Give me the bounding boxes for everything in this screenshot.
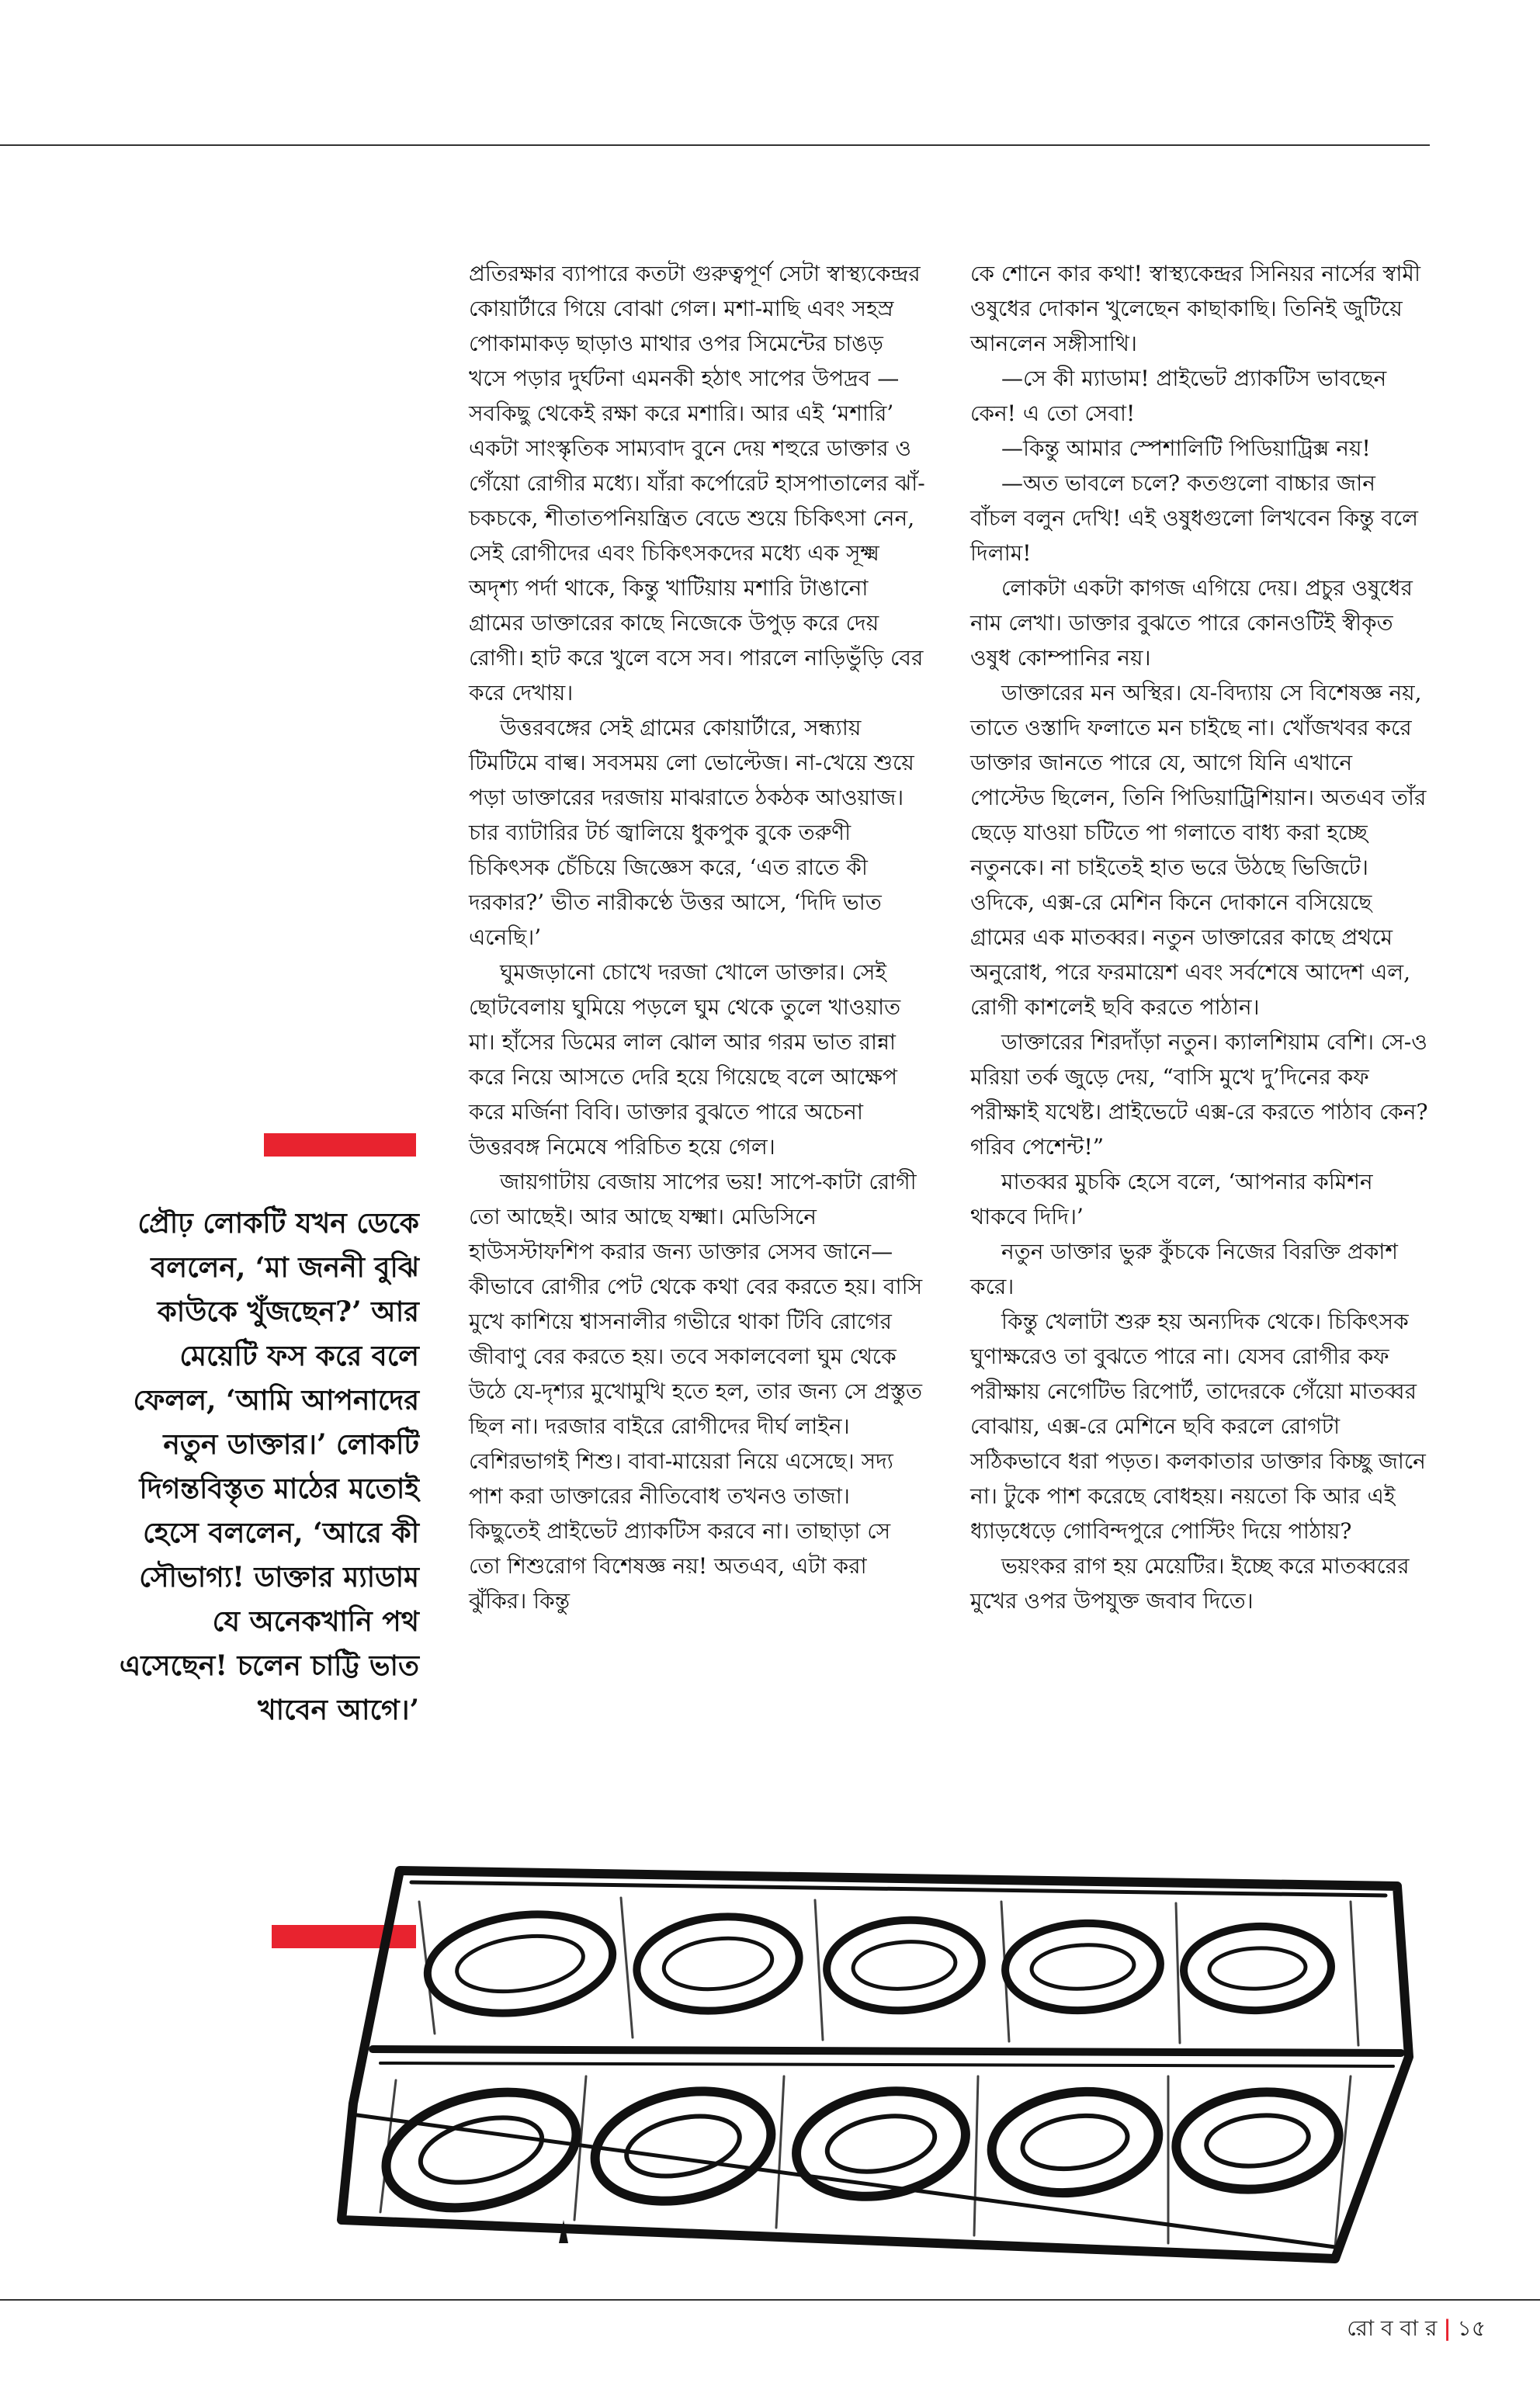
pull-quote: প্রৌঢ় লোকটি যখন ডেকে বললেন, ‘মা জননী বুঝি কাউকে খুঁজছেন?’ আর মেয়েটি ফস করে বলে ফেলল, ‘আমি আপনাদের নতুন ডাক্তার।’ লোকটি দিগন্তবিস্তৃত মাঠের মতোই হেসে বললেন, ‘আরে কী সৌভাগ্য! ডাক্তার ম্যাডাম যে অনেকখানি পথ এসেছেন! চলেন চাট্টি ভাত খাবেন আগে।’ [119,1207,419,1726]
article-column-one [469,256,927,1618]
paragraph: ভয়ংকর রাগ হয় মেয়েটির। ইচ্ছে করে মাতব্বরের মুখের ওপর উপযুক্ত জবাব দিতে। [970,1553,1410,1614]
paragraph: কিন্তু খেলাটা শুরু হয় অন্যদিক থেকে। চিকিৎসক ঘুণাক্ষরেও তা বুঝতে পারে না। যেসব রোগীর কফ পরীক্ষায় নেগেটিভ রিপোর্ট, তাদেরকে গেঁয়ো মাতব্বর বোঝায়, এক্স-রে মেশিনে ছবি করলে রোগটা সঠিকভাবে ধরা পড়ত। কলকাতার ডাক্তার কিচ্ছু জানে না। টুকে পাশ করেছে বোধহয়। নয়তো কি আর এই ধ্যাড়ধেড়ে গোবিন্দপুরে পোস্টিং দিয়ে পাঠায়? [970,1309,1426,1544]
bottom-rule [0,2299,1540,2301]
paragraph: প্রতিরক্ষার ব্যাপারে কতটা গুরুত্বপূর্ণ সেটা স্বাস্থ্যকেন্দ্রর কোয়ার্টারে গিয়ে বোঝা গেল। মশা-মাছি এবং সহস্র পোকামাকড় ছাড়াও মাথার ওপর সিমেন্টের চাঙড় খসে পড়ার দুর্ঘটনা এমনকী হঠাৎ সাপের উপদ্রব — সবকিছু থেকেই রক্ষা করে মশারি। আর এই ‘মশারি’ একটা সাংস্কৃতিক সাম্যবাদ বুনে দেয় শহুরে ডাক্তার ও গেঁয়ো রোগীর মধ্যে। যাঁরা কর্পোরেট হাসপাতালের ঝাঁ-চকচকে, শীতাতপনিয়ন্ত্রিত বেডে শুয়ে চিকিৎসা নেন, সেই রোগীদের এবং চিকিৎসকদের মধ্যে এক সূক্ষ্ম অদৃশ্য পর্দা থাকে, কিন্তু খাটিয়ায় মশারি টাঙানো গ্রামের ডাক্তারের কাছে নিজেকে উপুড় করে দেয় রোগী। হাট করে খুলে বসে সব। পারলে নাড়িভুঁড়ি বের করে দেখায়। [469,261,925,706]
paragraph: নতুন ডাক্তার ভুরু কুঁচকে নিজের বিরক্তি প্রকাশ করে। [970,1239,1398,1299]
paragraph: ডাক্তারের শিরদাঁড়া নতুন। ক্যালশিয়াম বেশি। সে-ও মরিয়া তর্ক জুড়ে দেয়, “বাসি মুখে দু’দিনের কফ পরীক্ষাই যথেষ্ট। প্রাইভেটে এক্স-রে করতে পাঠাব কেন? গরিব পেশেন্ট!” [970,1029,1428,1160]
paragraph: উত্তরবঙ্গের সেই গ্রামের কোয়ার্টারে, সন্ধ্যায় টিমটিমে বাল্ব। সবসময় লো ভোল্টেজ। না-খেয়ে শুয়ে পড়া ডাক্তারের দরজায় মাঝরাতে ঠকঠক আওয়াজ। চার ব্যাটারির টর্চ জ্বালিয়ে ধুকপুক বুকে তরুণী চিকিৎসক চেঁচিয়ে জিজ্ঞেস করে, ‘এত রাতে কী দরকার?’ ভীত নারীকণ্ঠে উত্তর আসে, ‘দিদি ভাত এনেছি।’ [469,715,914,950]
paragraph: ডাক্তারের মন অস্থির। যে-বিদ্যায় সে বিশেষজ্ঞ নয়, তাতে ওস্তাদি ফলাতে মন চাইছে না। খোঁজখবর করে ডাক্তার জানতে পারে যে, আগে যিনি এখানে পোস্টেড ছিলেন, তিনি পিডিয়াট্রিশিয়ান। অতএব তাঁর ছেড়ে যাওয়া চটিতে পা গলাতে বাধ্য করা হচ্ছে নতুনকে। না চাইতেই হাত ভরে উঠছে ভিজিটে। ওদিকে, এক্স-রে মেশিন কিনে দোকানে বসিয়েছে গ্রামের এক মাতব্বর। নতুন ডাক্তারের কাছে প্রথমে অনুরোধ, পরে ফরমায়েশ এবং সর্বশেষে আদেশ এল, রোগী কাশলেই ছবি করতে পাঠান। [970,680,1427,1020]
paragraph: মাতব্বর মুচকি হেসে বলে, ‘আপনার কমিশন থাকবে দিদি।’ [970,1169,1373,1229]
paragraph: ঘুমজড়ানো চোখে দরজা খোলে ডাক্তার। সেই ছোটবেলায় ঘুমিয়ে পড়লে ঘুম থেকে তুলে খাওয়াত মা। হাঁসের ডিমের লাল ঝোল আর গরম ভাত রান্না করে নিয়ে আসতে দেরি হয়ে গিয়েছে বলে আক্ষেপ করে মর্জিনা বিবি। ডাক্তার বুঝতে পারে অচেনা উত্তরবঙ্গ নিমেষে পরিচিত হয়ে গেল। [469,959,901,1160]
paragraph: —কিন্তু আমার স্পেশালিটি পিডিয়াট্রিক্স নয়! [1001,435,1371,461]
page-folio [1347,2311,1486,2348]
folio-separator: | [1443,2315,1452,2341]
pull-quote-top-bar [264,1133,416,1157]
paragraph: —সে কী ম্যাডাম! প্রাইভেট প্র্যাকটিস ভাবছেন কেন! এ তো সেবা! [970,366,1387,426]
mosquito-net-woodcut-illustration [326,1855,1428,2274]
paragraph: জায়গাটায় বেজায় সাপের ভয়! সাপে-কাটা রোগী তো আছেই। আর আছে যক্ষ্মা। মেডিসিনে হাউসস্টাফশিপ করার জন্য ডাক্তার সেসব জানে— কীভাবে রোগীর পেট থেকে কথা বের করতে হয়। বাসি মুখে কাশিয়ে শ্বাসনালীর গভীরে থাকা টিবি রোগের জীবাণু বের করতে হয়। তবে সকালবেলা ঘুম থেকে উঠে যে-দৃশ্যর মুখোমুখি হতে হল, তার জন্য সে প্রস্তুত ছিল না। দরজার বাইরে রোগীদের দীর্ঘ লাইন। বেশিরভাগই শিশু। বাবা-মায়েরা নিয়ে এসেছে। সদ্য পাশ করা ডাক্তারের নীতিবোধ তখনও তাজা। কিছুতেই প্রাইভেট প্র্যাকটিস করবে না। তাছাড়া সে তো শিশুরোগ বিশেষজ্ঞ নয়! অতএব, এটা করা ঝুঁকির। কিন্তু [469,1169,923,1614]
paragraph: লোকটা একটা কাগজ এগিয়ে দেয়। প্রচুর ওষুধের নাম লেখা। ডাক্তার বুঝতে পারে কোনওটিই স্বীকৃত ওষুধ কোম্পানির নয়। [970,575,1413,671]
paragraph: —অত ভাবলে চলে? কতগুলো বাচ্চার জান বাঁচল বলুন দেখি! এই ওষুধগুলো লিখবেন কিন্তু বলে দিলাম! [970,470,1418,566]
paragraph: কে শোনে কার কথা! স্বাস্থ্যকেন্দ্রর সিনিয়র নার্সের স্বামী ওষুধের দোকান খুলেছেন কাছাকাছি। তিনিই জুটিয়ে আনলেন সঙ্গীসাথি। [970,261,1420,356]
publication-name: রো ব বা র [1347,2315,1438,2341]
top-rule [0,144,1430,146]
page-number: ১৫ [1457,2315,1486,2341]
article-column-two [970,256,1428,1618]
